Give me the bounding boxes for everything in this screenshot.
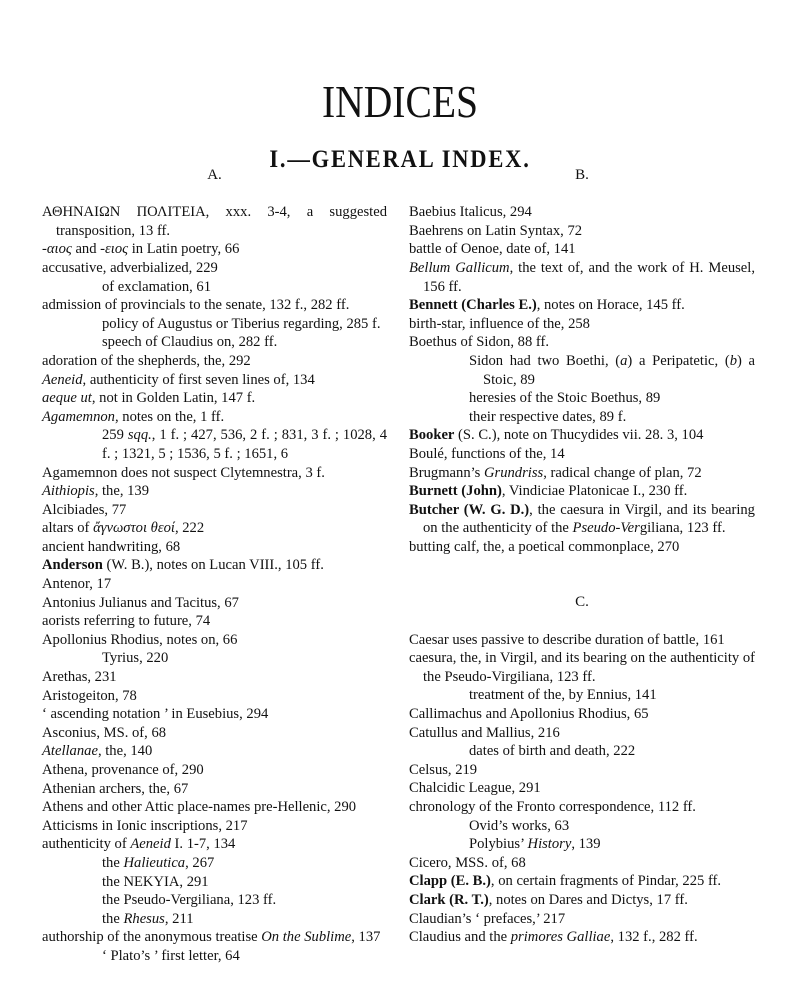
page-title: INDICES <box>321 75 479 127</box>
index-entry <box>42 817 387 836</box>
italic-title: b <box>729 352 737 369</box>
entry-text: , on certain fragments of Pindar, 225 ff. <box>490 873 722 890</box>
italic-title: sqq. <box>127 427 152 444</box>
entry-text: ) a Peripatetic, ( <box>627 352 730 369</box>
italic-title: On the Sublime <box>261 929 352 946</box>
entry-text: Agamemnon does not suspect Clytemnestra, 3 f. <box>42 464 325 481</box>
index-entry <box>42 910 387 929</box>
entry-text: Atticisms in Ionic inscriptions, 217 <box>42 817 248 834</box>
entry-text: Boulé, functions of the, 14 <box>409 445 565 462</box>
index-entry <box>42 612 387 631</box>
entry-text: Aristogeiton, 78 <box>42 687 137 704</box>
entries-a <box>42 203 387 965</box>
index-entry <box>42 947 387 966</box>
index-entry <box>409 779 755 798</box>
italic-title: History <box>527 836 572 853</box>
index-entry <box>409 333 755 352</box>
entry-text: , the caesura in Virgil, and its bearing on the authenticity of the <box>423 501 755 537</box>
index-column-left <box>42 166 387 966</box>
entry-text: speech of Claudius on, 282 ff. <box>102 334 278 351</box>
entry-text: Claudius and the <box>409 929 511 946</box>
index-entry <box>42 482 387 501</box>
entry-text: ‘ ascending notation ’ in Eusebius, 294 <box>42 706 269 723</box>
entry-text: Sidon had two Boethi, ( <box>469 352 621 369</box>
index-entry <box>409 240 755 259</box>
index-entry <box>42 575 387 594</box>
index-entry <box>42 649 387 668</box>
entry-text: Tyrius, 220 <box>102 650 169 667</box>
index-entry <box>409 464 755 483</box>
index-entry <box>409 761 755 780</box>
entry-text: chronology of the Fronto correspondence, 112 ff. <box>409 799 696 815</box>
entry-text: , 222 <box>174 520 205 537</box>
index-entry <box>42 854 387 873</box>
index-entry <box>42 835 387 854</box>
entry-text: Polybius’ <box>469 836 528 853</box>
index-entry <box>42 464 387 483</box>
entry-text: , the, 140 <box>97 743 153 760</box>
entry-text: admission of provincials to the senate, 132 f., 282 ff. <box>42 297 350 314</box>
entry-text: birth-star, influence of the, 258 <box>409 315 590 332</box>
entry-text: heresies of the Stoic Boethus, 89 <box>469 390 661 407</box>
index-entry <box>409 817 755 836</box>
index-entry <box>409 891 755 910</box>
index-entry <box>42 315 387 334</box>
index-entry <box>42 203 387 240</box>
index-entry <box>42 891 387 910</box>
italic-title: a <box>620 352 628 369</box>
index-entry <box>409 705 755 724</box>
index-entry <box>42 780 387 799</box>
index-entry <box>42 742 387 761</box>
entry-text: Antenor, 17 <box>42 576 112 593</box>
index-entry <box>42 278 387 297</box>
entry-text: Athena, provenance of, 290 <box>42 762 204 778</box>
entry-text: policy of Augustus or Tiberius regarding, 285 f. <box>102 315 381 332</box>
index-entry <box>409 445 755 464</box>
section-letter-a: A. <box>207 167 222 183</box>
index-entry <box>409 724 755 743</box>
index-entry <box>409 538 755 557</box>
entry-text: , authenticity of first seven lines of, 134 <box>82 371 315 388</box>
index-entry <box>42 333 387 352</box>
section-letter-b: B. <box>575 167 589 183</box>
author-name: (W. G. D.) <box>459 501 530 518</box>
index-entry <box>42 352 387 371</box>
index-entry <box>409 408 755 427</box>
entry-text: , the, 139 <box>94 483 150 500</box>
index-entry <box>42 687 387 706</box>
italic-title: Grundriss <box>484 464 544 481</box>
greek-term: ἄγνωστοι θεοί <box>93 520 175 537</box>
index-entry <box>42 501 387 520</box>
entry-text: , notes on Dares and Dictys, 17 ff. <box>488 891 688 908</box>
italic-title: Pseudo-Ver <box>572 520 640 537</box>
entry-text: ‘ Plato’s ’ first letter, 64 <box>102 947 240 964</box>
index-entry <box>409 872 755 891</box>
index-entry <box>409 631 755 650</box>
entry-text: authenticity of <box>42 836 131 853</box>
entry-text: Brugmann’s <box>409 464 484 481</box>
entry-text: , 1 f. ; 427, 536, 2 f. ; 831, 3 f. ; 1028, 4 f. ; 1321, 5 ; 1536, 5 f. ; 1651, 6 <box>102 427 387 462</box>
index-entry <box>42 594 387 613</box>
index-entry <box>409 222 755 241</box>
entry-text: , the text of, and the work of H. Meusel, 156 ff. <box>423 259 755 295</box>
entry-text: Chalcidic League, 291 <box>409 780 541 797</box>
entry-text: Baehrens on Latin Syntax, 72 <box>409 222 583 239</box>
index-entry <box>409 389 755 408</box>
italic-title: Bellum Gallicum <box>409 259 510 276</box>
entry-text: , notes on the, 1 ff. <box>114 408 225 425</box>
italic-title: aeque ut <box>42 390 92 407</box>
index-entry <box>42 761 387 780</box>
index-entry <box>409 352 755 389</box>
entry-text: giliana, 123 ff. <box>639 520 726 537</box>
index-entry <box>409 501 755 538</box>
entry-text: Cicero, MSS. of, 68 <box>409 854 526 871</box>
index-entry <box>42 538 387 557</box>
entry-text: , notes on Horace, 145 ff. <box>536 297 685 314</box>
index-entry <box>42 928 387 947</box>
entry-text: Ovid’s works, 63 <box>469 817 570 834</box>
index-entry <box>409 910 755 929</box>
author-name: (Charles E.) <box>457 297 537 314</box>
author-name: Burnett <box>409 483 458 500</box>
entry-text: ) a Stoic, 89 <box>483 352 755 388</box>
entry-text: authorship of the anonymous treatise <box>42 929 262 946</box>
index-entry <box>409 649 755 686</box>
entry-text: ancient handwriting, 68 <box>42 538 181 555</box>
entry-text: , 267 <box>185 854 215 871</box>
entry-text: Callimachus and Apollonius Rhodius, 65 <box>409 706 649 723</box>
index-entry <box>409 482 755 501</box>
entry-text: their respective dates, 89 f. <box>469 408 627 425</box>
author-name: Bennett <box>409 297 458 314</box>
entry-text: ΑΘΗΝΑΙΩΝ ΠΟΛΙΤΕΙΑ, xxx. 3-4, a suggested transposition, 13 ff. <box>42 204 387 239</box>
italic-title: Halieutica <box>123 854 186 871</box>
italic-title: primores Galliae <box>510 929 611 946</box>
index-entry <box>409 742 755 761</box>
entry-text: dates of birth and death, 222 <box>469 743 636 760</box>
index-entry <box>409 203 755 222</box>
entry-text: (W. B.), notes on Lucan VIII., 105 ff. <box>102 557 324 574</box>
entry-text: Athens and other Attic place-names pre-Hellenic, 290 <box>42 799 357 816</box>
index-column-right <box>409 166 755 947</box>
entry-text: the <box>102 910 124 927</box>
author-name: Clark <box>409 891 446 908</box>
index-entry <box>42 259 387 278</box>
author-name: Clapp <box>409 873 448 890</box>
entry-text: butting calf, the, a poetical commonplace, 270 <box>409 538 680 555</box>
index-entry <box>409 259 755 296</box>
entry-text: aorists referring to future, 74 <box>42 613 211 630</box>
index-entry <box>42 724 387 743</box>
entry-text: , radical change of plan, 72 <box>543 464 702 481</box>
index-entry <box>409 296 755 315</box>
entries-b <box>409 203 755 556</box>
entry-text: Celsus, 219 <box>409 761 478 778</box>
greek-term: -αιος <box>42 241 72 258</box>
entry-text: , 139 <box>571 836 601 853</box>
entry-text: and <box>71 241 101 258</box>
entry-text: 259 <box>102 427 128 444</box>
entries-c <box>409 631 755 947</box>
index-entry <box>409 315 755 334</box>
entry-text: , Vindiciae Platonicae I., 230 ff. <box>501 483 688 500</box>
index-heading: I.—GENERAL INDEX. <box>269 145 531 173</box>
index-entry <box>42 371 387 390</box>
entry-text: , 137 <box>351 929 381 946</box>
section-letter-c: C. <box>575 594 589 611</box>
index-entry <box>409 928 755 947</box>
italic-title: Aeneid <box>130 836 171 853</box>
index-entry <box>42 408 387 427</box>
entry-text: the Pseudo-Vergiliana, 123 ff. <box>102 892 277 909</box>
entry-text: Alcibiades, 77 <box>42 501 127 518</box>
entry-text: Athenian archers, the, 67 <box>42 780 189 797</box>
entry-text: accusative, adverbialized, 229 <box>42 259 218 276</box>
entry-text: Boethus of Sidon, 88 ff. <box>409 334 549 351</box>
author-name: (John) <box>457 483 502 500</box>
italic-title: Aeneid <box>42 371 83 388</box>
italic-title: Rhesus <box>123 910 165 927</box>
entry-text: Antonius Julianus and Tacitus, 67 <box>42 594 239 611</box>
entry-text: battle of Oenoe, date of, 141 <box>409 241 576 258</box>
entry-text: , not in Golden Latin, 147 f. <box>91 390 256 407</box>
index-entry <box>42 668 387 687</box>
index-entry <box>42 631 387 650</box>
entry-text: Baebius Italicus, 294 <box>409 204 532 221</box>
index-entry <box>42 296 387 315</box>
entry-text: Asconius, MS. of, 68 <box>42 724 167 741</box>
index-entry <box>42 705 387 724</box>
entry-text: altars of <box>42 520 94 537</box>
index-entry <box>42 873 387 892</box>
entry-text: Catullus and Mallius, 216 <box>409 724 560 741</box>
index-entry <box>409 854 755 873</box>
index-entry <box>409 426 755 445</box>
index-entry <box>42 519 387 538</box>
index-entry <box>409 686 755 705</box>
entry-text: , 132 f., 282 ff. <box>610 929 698 946</box>
author-name: Butcher <box>409 501 459 518</box>
entry-text: I. 1-7, 134 <box>170 836 236 853</box>
index-entry <box>409 835 755 854</box>
entry-text: Apollonius Rhodius, notes on, 66 <box>42 631 238 648</box>
index-entry <box>42 389 387 408</box>
entry-text: Caesar uses passive to describe duration of battle, 161 <box>409 631 725 648</box>
author-name: Booker <box>409 427 455 444</box>
index-entry <box>42 426 387 463</box>
greek-term: -ειος <box>100 241 129 258</box>
entry-text: (S. C.), note on Thucydides vii. 28. 3, 104 <box>454 427 704 444</box>
italic-title: Atellanae <box>42 743 98 760</box>
italic-title: Agamemnon <box>42 408 115 425</box>
index-entry <box>42 240 387 259</box>
entry-text: of exclamation, 61 <box>102 278 212 295</box>
entry-text: Arethas, 231 <box>42 669 117 686</box>
author-name: (R. T.) <box>445 891 489 908</box>
entry-text: the ΝΕΚΥΙΑ, 291 <box>102 873 209 890</box>
entry-text: Claudian’s ‘ prefaces,’ 217 <box>409 910 566 927</box>
index-entry <box>409 798 755 817</box>
entry-text: adoration of the shepherds, the, 292 <box>42 352 251 369</box>
author-name: (E. B.) <box>447 873 491 890</box>
entry-text: caesura, the, in Virgil, and its bearing on the authenticity of the Pseudo-Virgiliana, 123 ff. <box>409 650 755 685</box>
entry-text: , 211 <box>164 910 194 927</box>
index-entry <box>42 798 387 817</box>
italic-title: Aithiopis <box>42 483 95 500</box>
entry-text: the <box>102 854 124 871</box>
entry-text: treatment of the, by Ennius, 141 <box>469 687 657 704</box>
author-name: Anderson <box>42 557 103 574</box>
entry-text: in Latin poetry, 66 <box>128 241 240 258</box>
index-entry <box>42 556 387 575</box>
